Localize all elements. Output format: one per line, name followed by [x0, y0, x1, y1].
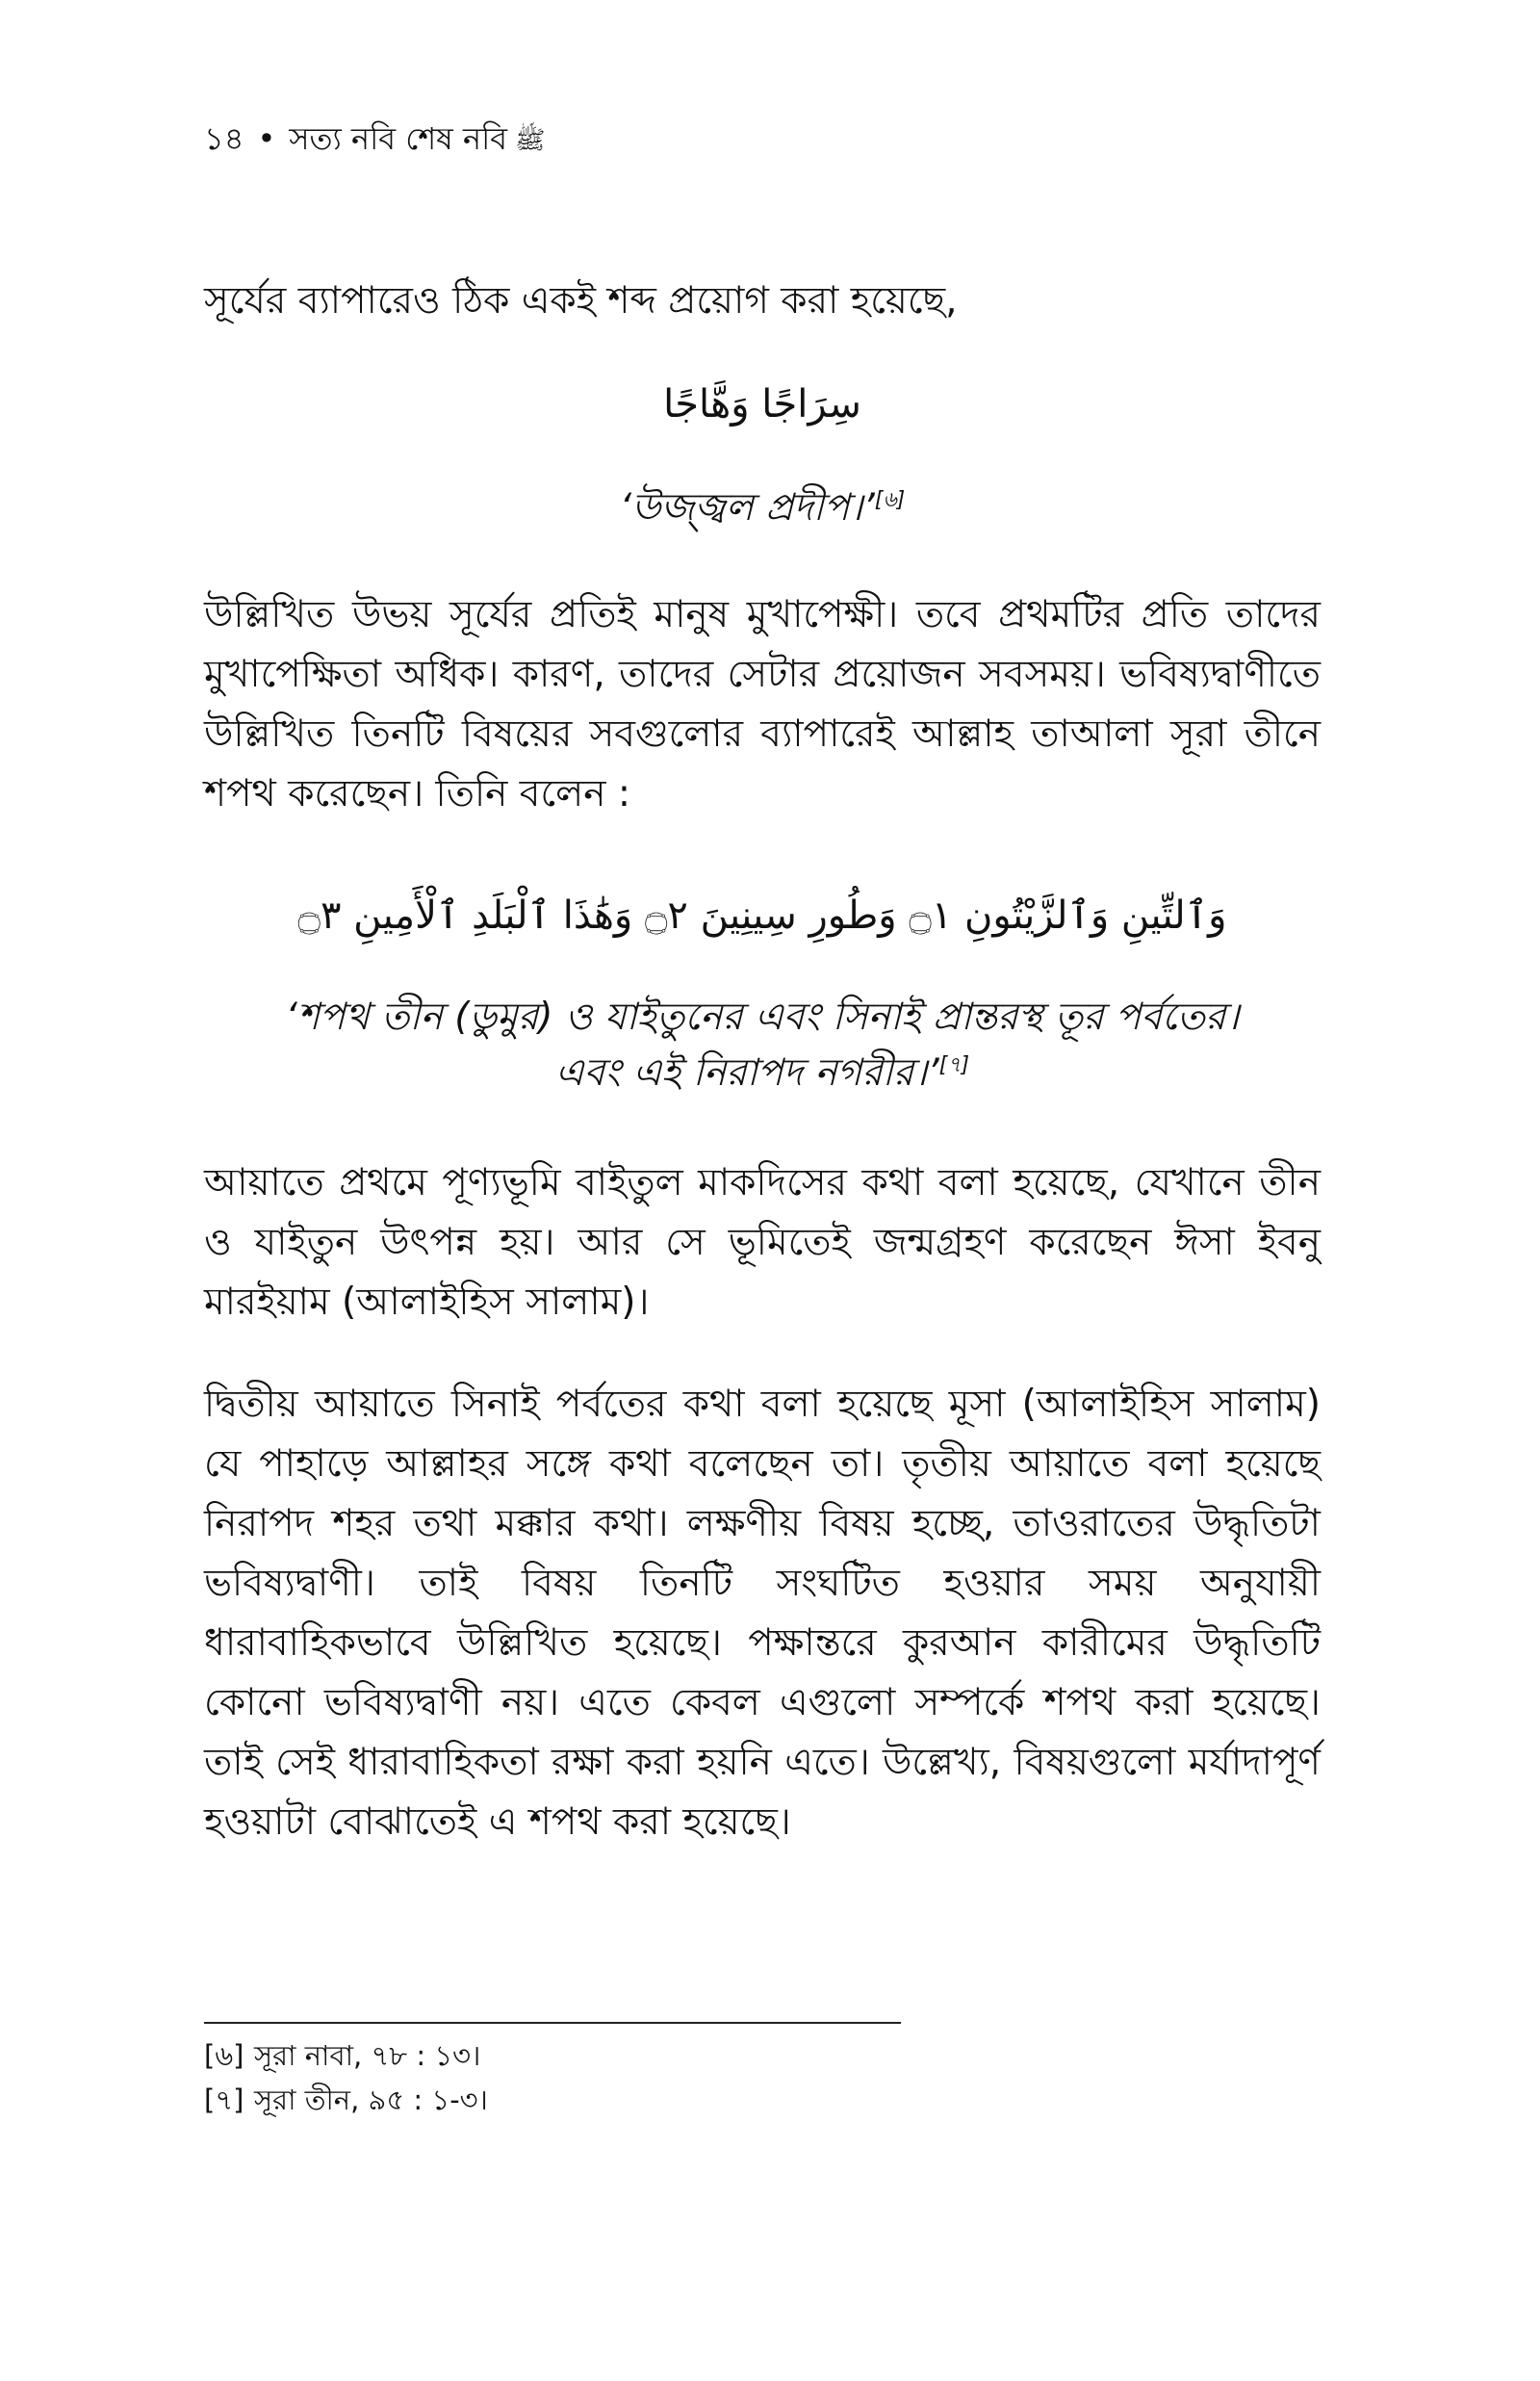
footnote-text: সূরা নাবা, ৭৮ : ১৩।	[254, 2039, 481, 2072]
footnote-7	[204, 2078, 1321, 2122]
footnote-mark: [৬]	[204, 2039, 244, 2072]
translation-2-line-2-wrap	[204, 1046, 1321, 1101]
translation-1	[204, 479, 1321, 537]
paragraph-1: উল্লিখিত উভয় সূর্যের প্রতিই মানুষ মুখাপেক্ষী। তবে প্রথমটির প্রতি তাদের মুখাপেক্ষিতা অধিক। কারণ, তাদের সেটার প্রয়োজন সবসময়। ভবিষ্যদ্বাণীতে উল্লিখিত তিনটি বিষয়ের সবগুলোর ব্যাপারেই আল্লাহ তাআলা সূরা তীনে শপথ করেছেন। তিনি বলেন :	[204, 593, 1321, 815]
footnote-6	[204, 2033, 1321, 2078]
arabic-quote-1: سِرَاجًا وَهَّاجًا	[663, 382, 861, 427]
footnote-ref-6[interactable]: [৬]	[874, 488, 906, 512]
translation-2-line-1: ‘শপথ তীন (ডুমুর) ও যাইতুনের এবং সিনাই প্রান্তরস্থ তূর পর্বতের।	[285, 996, 1240, 1039]
footnote-text: সূরা তীন, ৯৫ : ১-৩।	[254, 2083, 488, 2116]
bullet-separator: •	[257, 120, 276, 157]
lead-sentence: সূর্যের ব্যাপারেও ঠিক একই শব্দ প্রয়োগ করা হয়েছে,	[204, 279, 958, 323]
footnote-divider	[204, 2022, 901, 2024]
arabic-verse-tin: وَٱلتِّينِ وَٱلزَّيْتُونِ ۝١ وَطُورِ سِينِينَ ۝٢ وَهَٰذَا ٱلْبَلَدِ ٱلْأَمِينِ ۝٣	[297, 893, 1227, 938]
paragraph-2: আয়াতে প্রথমে পূণ্যভূমি বাইতুল মাকদিসের কথা বলা হয়েছে, যেখানে তীন ও যাইতুন উৎপন্ন হয়। আর সে ভূমিতেই জন্মগ্রহণ করেছেন ঈসা ইবনু মারইয়াম (আলাইহিস সালাম)।	[204, 1161, 1321, 1324]
honorific-glyph: ﷺ	[515, 126, 546, 155]
page-number: ১৪	[204, 120, 244, 157]
translation-2	[204, 990, 1321, 1101]
footnote-mark: [৭]	[204, 2083, 244, 2116]
paragraph-3: দ্বিতীয় আয়াতে সিনাই পর্বতের কথা বলা হয়েছে মূসা (আলাইহিস সালাম) যে পাহাড়ে আল্লাহর সঙ্গে কথা বলেছেন তা। তৃতীয় আয়াতে বলা হয়েছে নিরাপদ শহর তথা মক্কার কথা। লক্ষণীয় বিষয় হচ্ছে, তাওরাতের উদ্ধৃতিটা ভবিষ্যদ্বাণী। তাই বিষয় তিনটি সংঘটিত হওয়ার সময় অনুযায়ী ধারাবাহিকভাবে উল্লিখিত হয়েছে। পক্ষান্তরে কুরআন কারীমের উদ্ধৃতিটি কোনো ভবিষ্যদ্বাণী নয়। এতে কেবল এগুলো সম্পর্কে শপথ করা হয়েছে। তাই সেই ধারাবাহিকতা রক্ষা করা হয়নি এতে। উল্লেখ্য, বিষয়গুলো মর্যাদাপূর্ণ হওয়াটা বোঝাতেই এ শপথ করা হয়েছে।	[204, 1383, 1321, 1844]
translation-1-text: ‘উজ্জ্বল প্রদীপ।’	[619, 486, 875, 530]
running-head	[204, 117, 545, 162]
translation-2-line-2: এবং এই নিরাপদ নগরীর।’	[554, 1051, 939, 1095]
footnote-ref-7[interactable]: [৭]	[938, 1053, 970, 1077]
book-title: সত্য নবি শেষ নবি	[289, 120, 508, 157]
footnotes	[204, 2033, 1321, 2122]
